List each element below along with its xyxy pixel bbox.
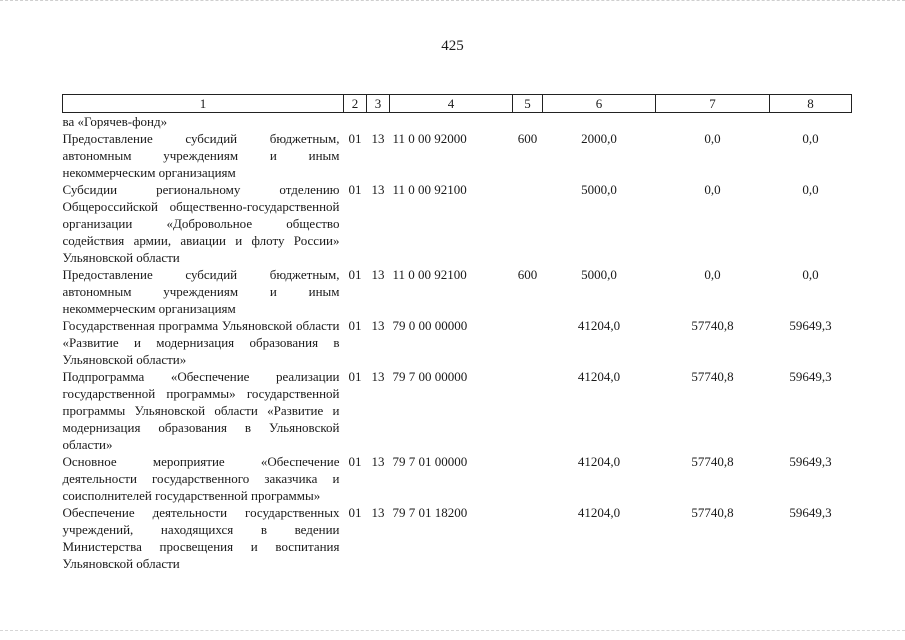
table-row xyxy=(63,181,852,266)
row-section: 01 xyxy=(348,267,362,282)
row-section: 01 xyxy=(348,318,362,333)
header-col-8: 8 xyxy=(770,95,852,113)
header-col-4: 4 xyxy=(390,95,513,113)
row-section xyxy=(344,113,367,131)
row-target-code: 11 0 00 92000 xyxy=(392,131,467,146)
row-subsection: 13 xyxy=(371,318,385,333)
row-amount-6: 41204,0 xyxy=(577,505,621,520)
table-row xyxy=(63,317,852,368)
row-amount-7: 0,0 xyxy=(704,267,721,282)
header-col-2: 2 xyxy=(344,95,367,113)
row-amount-7 xyxy=(656,113,770,131)
row-amount-6: 5000,0 xyxy=(581,267,617,282)
row-section: 01 xyxy=(348,454,362,469)
scan-edge-top xyxy=(0,0,905,4)
row-subsection xyxy=(367,113,390,131)
table-header-row xyxy=(63,95,852,113)
header-col-3: 3 xyxy=(367,95,390,113)
row-subsection: 13 xyxy=(371,267,385,282)
row-subsection: 13 xyxy=(371,182,385,197)
header-col-5: 5 xyxy=(513,95,543,113)
row-subsection: 13 xyxy=(371,454,385,469)
row-amount-8: 0,0 xyxy=(802,267,819,282)
row-target-code: 79 7 01 18200 xyxy=(392,505,468,520)
row-amount-6: 41204,0 xyxy=(577,454,621,469)
row-subsection: 13 xyxy=(371,131,385,146)
row-description: Обеспечение деятельности государственных учреждений, находящихся в ведении Министерства просвещения и воспитания Ульяновской области xyxy=(62,505,340,571)
row-expense-type xyxy=(513,504,543,572)
table-row xyxy=(63,266,852,317)
row-target-code: 11 0 00 92100 xyxy=(392,267,467,282)
row-target-code: 11 0 00 92100 xyxy=(392,182,467,197)
row-amount-8: 59649,3 xyxy=(789,454,832,469)
row-amount-7: 57740,8 xyxy=(691,454,734,469)
row-amount-6: 2000,0 xyxy=(581,131,617,146)
row-amount-7: 57740,8 xyxy=(691,505,734,520)
table-row xyxy=(63,113,852,131)
row-description: Предоставление субсидий бюджетным, автономным учреждениям и иным некоммерческим организациям xyxy=(62,131,340,180)
row-target-code xyxy=(390,113,513,131)
row-expense-type xyxy=(513,181,543,266)
row-amount-8: 0,0 xyxy=(802,182,819,197)
row-description: Основное мероприятие «Обеспечение деятельности государственного заказчика и соисполнителей государственной программы» xyxy=(62,454,340,503)
row-target-code: 79 7 01 00000 xyxy=(392,454,468,469)
row-subsection: 13 xyxy=(371,505,385,520)
row-section: 01 xyxy=(348,182,362,197)
row-description: Субсидии региональному отделению Общероссийской общественно-государственной организации «Добровольное общество содействия армии, авиации и флоту России» Ульяновской области xyxy=(62,182,340,265)
row-section: 01 xyxy=(348,131,362,146)
row-amount-6: 41204,0 xyxy=(577,318,621,333)
row-amount-8: 59649,3 xyxy=(789,369,832,384)
row-target-code: 79 0 00 00000 xyxy=(392,318,468,333)
table-row xyxy=(63,504,852,572)
row-amount-6: 5000,0 xyxy=(581,182,617,197)
row-amount-6 xyxy=(543,113,656,131)
row-amount-8: 59649,3 xyxy=(789,505,832,520)
row-expense-type xyxy=(513,317,543,368)
row-amount-7: 0,0 xyxy=(704,182,721,197)
header-col-6: 6 xyxy=(543,95,656,113)
header-col-1: 1 xyxy=(63,95,344,113)
table-row xyxy=(63,453,852,504)
scan-edge-bottom xyxy=(0,630,905,632)
row-amount-8: 59649,3 xyxy=(789,318,832,333)
row-amount-7: 0,0 xyxy=(704,131,721,146)
row-description: Предоставление субсидий бюджетным, автономным учреждениям и иным некоммерческим организациям xyxy=(62,267,340,316)
header-col-7: 7 xyxy=(656,95,770,113)
row-target-code: 79 7 00 00000 xyxy=(392,369,468,384)
row-description: Подпрограмма «Обеспечение реализации государственной программы» государственной программы Ульяновской области «Развитие и модернизация образования в Ульяновской области» xyxy=(62,369,340,452)
table-row xyxy=(63,368,852,453)
row-expense-type: 600 xyxy=(517,267,538,282)
row-expense-type xyxy=(513,113,543,131)
budget-table xyxy=(62,94,852,572)
row-description: Государственная программа Ульяновской области «Развитие и модернизация образования в Ульяновской области» xyxy=(62,318,340,367)
row-amount-8 xyxy=(770,113,852,131)
row-amount-6: 41204,0 xyxy=(577,369,621,384)
row-subsection: 13 xyxy=(371,369,385,384)
table-row xyxy=(63,130,852,181)
row-amount-8: 0,0 xyxy=(802,131,819,146)
row-amount-7: 57740,8 xyxy=(691,318,734,333)
page-number: 425 xyxy=(441,38,464,54)
row-section: 01 xyxy=(348,369,362,384)
row-expense-type xyxy=(513,453,543,504)
row-section: 01 xyxy=(348,505,362,520)
row-description: ва «Горячев-фонд» xyxy=(62,114,168,129)
row-expense-type xyxy=(513,368,543,453)
row-expense-type: 600 xyxy=(517,131,538,146)
row-amount-7: 57740,8 xyxy=(691,369,734,384)
